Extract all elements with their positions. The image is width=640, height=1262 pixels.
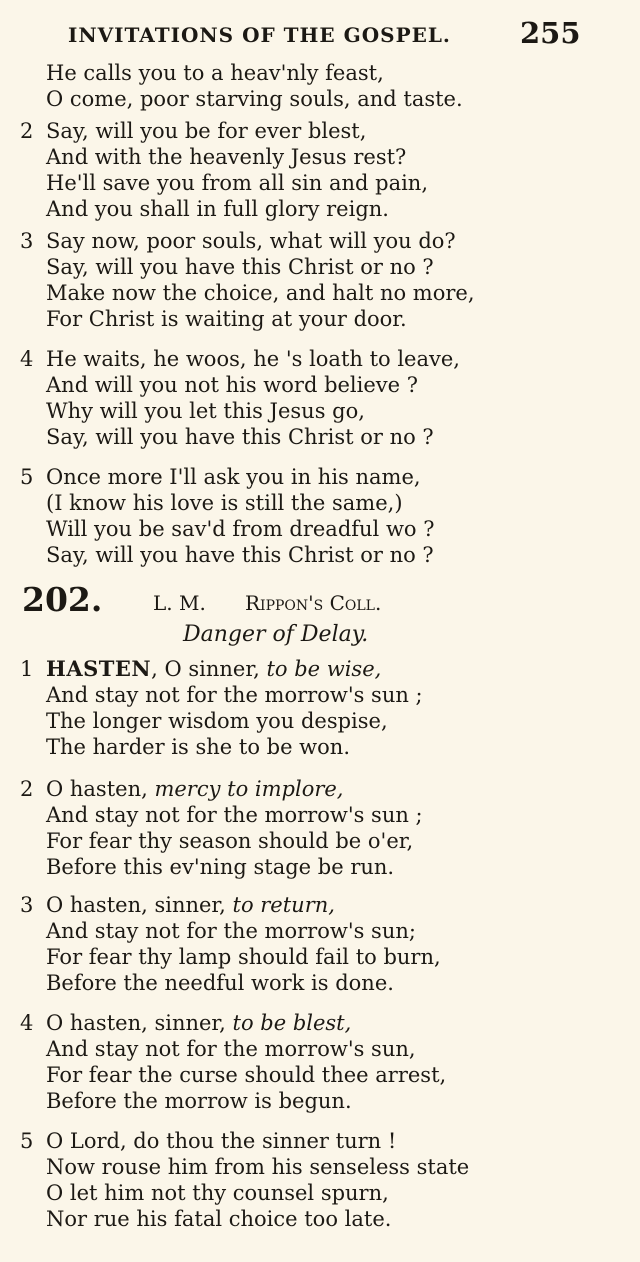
- verse-line: He calls you to a heav'nly feast,: [46, 61, 384, 85]
- verse-number: 2: [20, 119, 34, 143]
- verse-line: And stay not for the morrow's sun;: [46, 919, 416, 943]
- running-title: INVITATIONS OF THE GOSPEL.: [68, 23, 451, 47]
- verse-number: 5: [20, 465, 34, 489]
- verse-line: The harder is she to be won.: [46, 735, 350, 759]
- verse-line: Say, will you have this Christ or no ?: [46, 425, 434, 449]
- verse-first-line: [46, 892, 335, 918]
- verse-first-line: O Lord, do thou the sinner turn !: [46, 1129, 397, 1153]
- verse-line: For fear thy lamp should fail to burn,: [46, 945, 441, 969]
- first-line-italic: mercy to implore,: [154, 777, 344, 801]
- verse-line: Make now the choice, and halt no more,: [46, 281, 475, 305]
- verse-line: Once more I'll ask you in his name,: [46, 465, 421, 489]
- verse-number: 4: [20, 347, 34, 371]
- first-line-italic: to be wise,: [266, 657, 382, 681]
- verse-line: The longer wisdom you despise,: [46, 709, 388, 733]
- verse-line: (I know his love is still the same,): [46, 491, 403, 515]
- verse-number: 4: [20, 1011, 34, 1035]
- verse-number: 3: [20, 229, 34, 253]
- verse-number: 2: [20, 777, 34, 801]
- verse-line: He'll save you from all sin and pain,: [46, 171, 428, 195]
- verse-line: Say, will you be for ever blest,: [46, 119, 367, 143]
- verse-line: And stay not for the morrow's sun ;: [46, 803, 423, 827]
- verse-line: Before this ev'ning stage be run.: [46, 855, 395, 879]
- hymn-number: 202.: [22, 580, 103, 619]
- verse-number: 1: [20, 657, 34, 681]
- first-line-text: O hasten, sinner,: [46, 1011, 233, 1035]
- verse-line: Nor rue his fatal choice too late.: [46, 1207, 392, 1231]
- verse-line: O let him not thy counsel spurn,: [46, 1181, 389, 1205]
- hymn-meter: L. M.: [153, 591, 206, 615]
- verse-line: Why will you let this Jesus go,: [46, 399, 365, 423]
- verse-line: And you shall in full glory reign.: [46, 197, 389, 221]
- verse-line: For Christ is waiting at your door.: [46, 307, 407, 331]
- first-word: HASTEN: [46, 656, 152, 681]
- verse-line: Will you be sav'd from dreadful wo ?: [46, 517, 435, 541]
- verse-line: He waits, he woos, he 's loath to leave,: [46, 347, 460, 371]
- verse-line: Before the morrow is begun.: [46, 1089, 352, 1113]
- verse-line: Say now, poor souls, what will you do?: [46, 229, 456, 253]
- first-line-italic: to return,: [232, 893, 335, 917]
- first-line-text: , O sinner,: [151, 657, 267, 681]
- verse-number: 3: [20, 893, 34, 917]
- verse-line: Now rouse him from his senseless state: [46, 1155, 470, 1179]
- verse-line: For fear the curse should thee arrest,: [46, 1063, 447, 1087]
- verse-line: Say, will you have this Christ or no ?: [46, 543, 434, 567]
- verse-line: And stay not for the morrow's sun,: [46, 1037, 416, 1061]
- running-header: [0, 18, 640, 50]
- verse-line: For fear thy season should be o'er,: [46, 829, 414, 853]
- first-line-text: O hasten, sinner,: [46, 893, 233, 917]
- verse-line: And stay not for the morrow's sun ;: [46, 683, 423, 707]
- first-line-italic: to be blest,: [232, 1011, 352, 1035]
- verse-first-line: [46, 776, 343, 802]
- hymn-source: Rippon's Coll.: [245, 591, 382, 615]
- verse-line: Say, will you have this Christ or no ?: [46, 255, 434, 279]
- verse-first-line: [46, 656, 381, 682]
- verse-line: Before the needful work is done.: [46, 971, 394, 995]
- verse-number: 5: [20, 1129, 34, 1153]
- first-line-text: O hasten,: [46, 777, 155, 801]
- verse-line: And with the heavenly Jesus rest?: [46, 145, 407, 169]
- page-number: 255: [520, 16, 581, 50]
- verse-line: And will you not his word believe ?: [46, 373, 419, 397]
- verse-line: O come, poor starving souls, and taste.: [46, 87, 463, 111]
- verse-first-line: [46, 1010, 351, 1036]
- hymn-title: Danger of Delay.: [183, 622, 369, 647]
